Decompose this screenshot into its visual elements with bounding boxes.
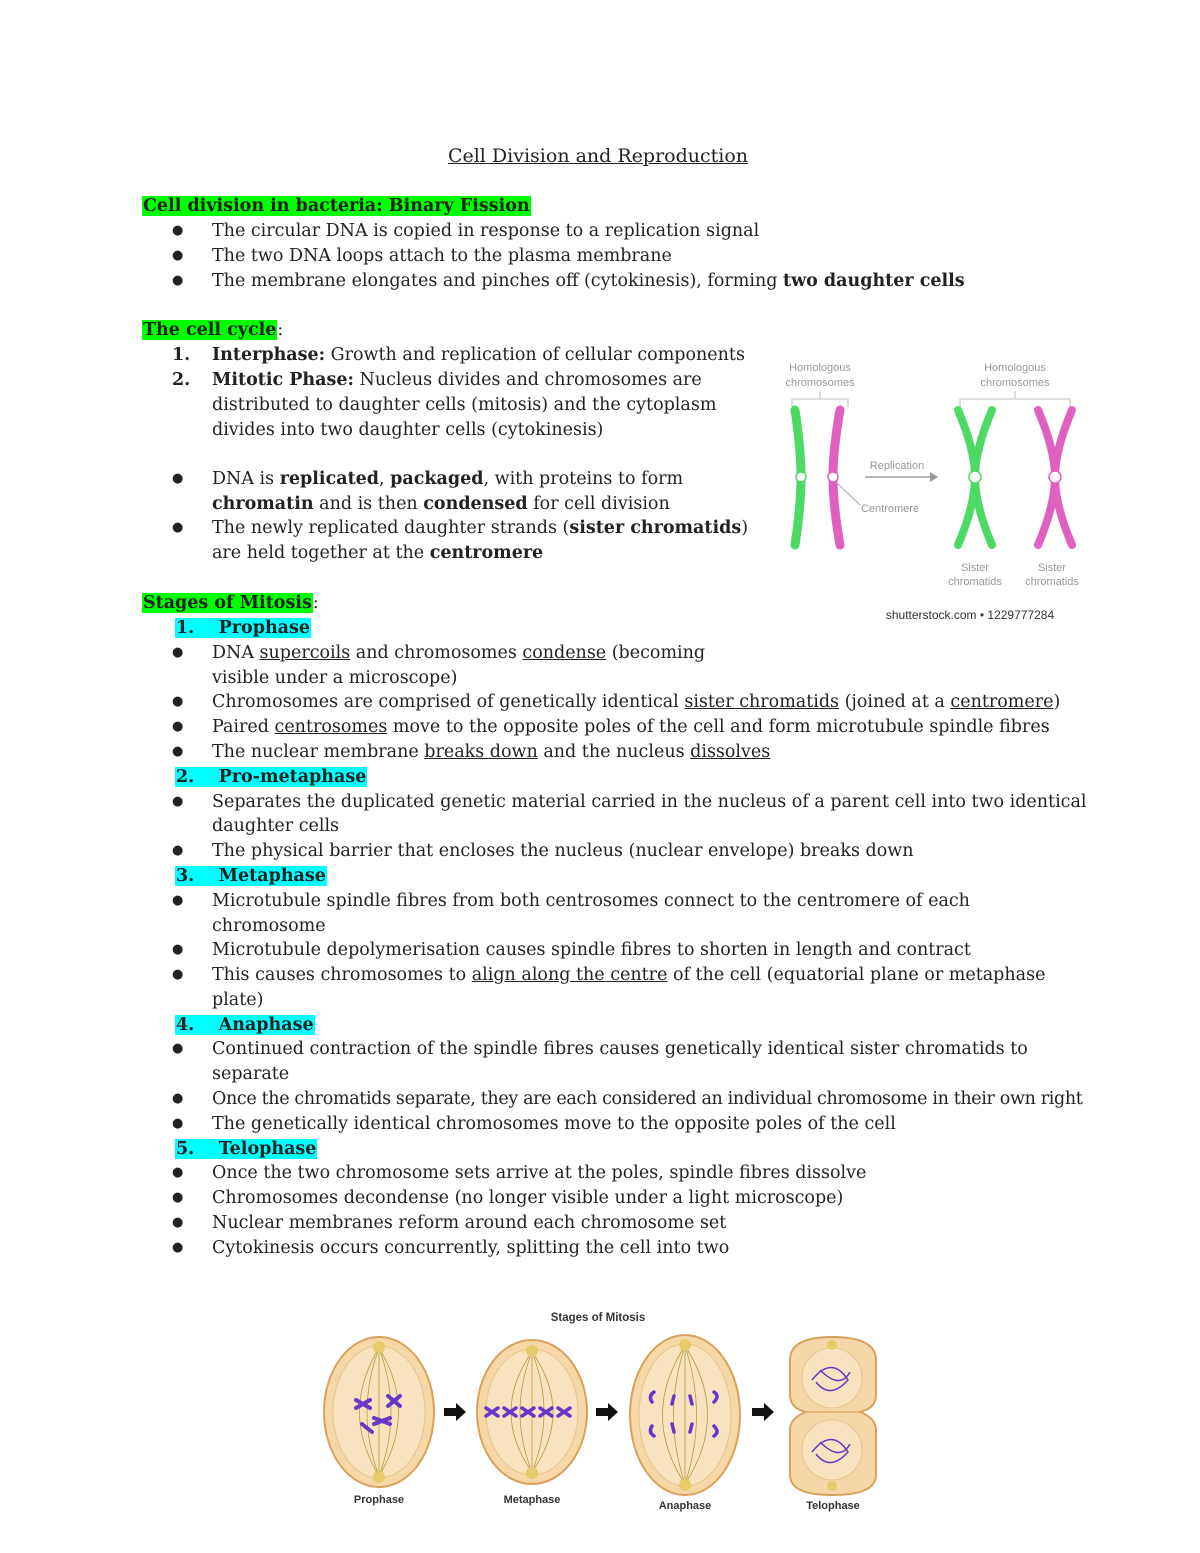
bullet-text (212, 269, 965, 294)
daughter-nucleus-top (802, 1348, 862, 1408)
bullet-text: Once the two chromosome sets arrive at the poles, spindle fibres dissolve (212, 1163, 867, 1183)
bullet-text-continuation (212, 541, 543, 566)
bullet-text (212, 715, 1050, 740)
centromere-pink (828, 472, 838, 482)
text-run: Paired (212, 717, 275, 737)
colon: : (312, 593, 319, 613)
bullet-text (212, 690, 1060, 715)
list-item-mitotic-phase (212, 368, 702, 393)
bullet-text-continuation: chromosome (212, 916, 326, 936)
bullet-icon: ● (172, 1091, 184, 1106)
bullet-icon: ● (172, 520, 184, 535)
label-replication: Replication (869, 460, 925, 472)
label-centromere: Centromere (860, 503, 920, 515)
bullet-icon: ● (172, 471, 184, 486)
text-run: The newly replicated daughter strands ( (212, 518, 570, 538)
highlighted-stage (175, 866, 327, 886)
bullet-text: The circular DNA is copied in response to a replication signal (212, 221, 760, 241)
text-run: Growth and replication of cellular components (325, 345, 745, 365)
label-prophase: Prophase (353, 1494, 405, 1506)
underlined-text: sister chromatids (684, 692, 840, 712)
stage-number: 4. (176, 1015, 195, 1035)
stage-number: 3. (176, 866, 195, 886)
list-number: 2. (172, 370, 191, 390)
centromere-green (796, 472, 806, 482)
bold-text: replicated (279, 469, 380, 489)
prophase-cell (324, 1337, 434, 1487)
bullet-text-continuation: daughter cells (212, 816, 340, 836)
text-run: of the cell (equatorial plane or metaphase (667, 965, 1046, 985)
centromere-pointer (836, 482, 860, 505)
label-homologous-left-2: chromosomes (785, 377, 855, 389)
underlined-text: centrosomes (274, 717, 388, 737)
text-run: DNA (212, 643, 260, 663)
centrosome-top (679, 1339, 691, 1351)
bullet-icon: ● (172, 843, 184, 858)
telophase-cell (790, 1337, 876, 1495)
bullet-text: Chromosomes decondense (no longer visible under a light microscope) (212, 1188, 844, 1208)
bullet-icon: ● (172, 893, 184, 908)
bullet-text: The physical barrier that encloses the nucleus (nuclear envelope) breaks down (212, 841, 914, 861)
text-run: move to the opposite poles of the cell and form microtubule spindle fibres (387, 717, 1050, 737)
list-number: 1. (172, 345, 191, 365)
text-run: DNA is (212, 469, 280, 489)
underlined-text: dissolves (690, 742, 771, 762)
bullet-text: Separates the duplicated genetic material carried in the nucleus of a parent cell into two identical (212, 792, 1087, 812)
list-item-interphase (212, 343, 745, 368)
page-title: Cell Division and Reproduction (447, 145, 749, 167)
figure-title: Stages of Mitosis (550, 1312, 646, 1324)
centromere-pink-duplicated (1049, 471, 1061, 483)
section-heading-cell-cycle (142, 318, 283, 343)
bullet-text: Once the chromatids separate, they are each considered an individual chromosome in their own right (212, 1089, 1083, 1109)
bullet-text-continuation (212, 492, 670, 517)
bullet-icon: ● (172, 942, 184, 957)
text-run: The nuclear membrane (212, 742, 425, 762)
label-sister-right-2: chromatids (1025, 576, 1079, 588)
bullet-text: Cytokinesis occurs concurrently, splitting the cell into two (212, 1238, 730, 1258)
bullet-icon: ● (172, 1165, 184, 1180)
bullet-text (212, 641, 705, 666)
text-run: , (379, 469, 391, 489)
centrosome-bottom (827, 1481, 837, 1491)
arrow-head-icon (930, 472, 938, 482)
stage-title: Telophase (218, 1139, 317, 1159)
highlighted-stage (175, 618, 311, 638)
text-run: The membrane elongates and pinches off (cytokinesis), forming (212, 271, 783, 291)
centrosome-top (526, 1345, 538, 1357)
bullet-text-continuation: plate) (212, 990, 264, 1010)
centrosome-bottom (526, 1467, 538, 1479)
highlighted-heading: The cell cycle (143, 320, 277, 340)
chromosome-replication-figure (770, 355, 1090, 630)
bullet-icon: ● (172, 645, 184, 660)
highlighted-stage (175, 1015, 315, 1035)
bullet-icon: ● (172, 1240, 184, 1255)
anaphase-cell (630, 1335, 740, 1495)
bullet-icon: ● (172, 1190, 184, 1205)
underlined-text: condense (522, 643, 607, 663)
stage-title: Anaphase (218, 1015, 314, 1035)
text-run: , with proteins to form (483, 469, 684, 489)
bold-text: packaged (390, 469, 484, 489)
stage-number: 1. (176, 618, 195, 638)
colon: : (277, 320, 284, 340)
bold-text: chromatin (212, 494, 314, 514)
list-item-continuation: divides into two daughter cells (cytokinesis) (212, 420, 604, 440)
label-metaphase: Metaphase (503, 1494, 561, 1506)
text-run: ) (741, 518, 749, 538)
label-sister-left-1: Sister (960, 562, 990, 574)
text-run: are held together at the (212, 543, 430, 563)
bullet-text-continuation: separate (212, 1064, 290, 1084)
section-heading-binary-fission (142, 194, 531, 219)
bullet-text: Nuclear membranes reform around each chromosome set (212, 1213, 727, 1233)
image-credit: shutterstock.com • 1229777284 (885, 608, 1055, 622)
underlined-text: align along the centre (471, 965, 668, 985)
bullet-text: Continued contraction of the spindle fibres causes genetically identical sister chromatids to (212, 1039, 1028, 1059)
bullet-text: Microtubule spindle fibres from both centrosomes connect to the centromere of each (212, 891, 970, 911)
centrosome-top (827, 1340, 837, 1350)
highlighted-heading: Stages of Mitosis (143, 593, 312, 613)
bold-text: Mitotic Phase: (212, 370, 354, 390)
text-run: and the nucleus (537, 742, 691, 762)
arrow-right-icon (596, 1403, 618, 1421)
text-run: Nucleus divides and chromosomes are (353, 370, 702, 390)
stage-number: 5. (176, 1139, 195, 1159)
section-heading-stages (142, 591, 319, 616)
text-run: This causes chromosomes to (212, 965, 472, 985)
bullet-text (212, 963, 1045, 988)
metaphase-cell (477, 1340, 587, 1484)
bullet-text: The two DNA loops attach to the plasma membrane (212, 246, 672, 266)
arrow-right-icon (444, 1403, 466, 1421)
label-anaphase: Anaphase (658, 1500, 712, 1512)
bullet-icon: ● (172, 1215, 184, 1230)
bullet-icon: ● (172, 744, 184, 759)
stage-heading-anaphase (175, 1013, 315, 1038)
bullet-icon: ● (172, 248, 184, 263)
bullet-icon: ● (172, 223, 184, 238)
centromere-green-duplicated (969, 471, 981, 483)
highlighted-heading: Cell division in bacteria: Binary Fission (143, 196, 530, 216)
stage-title: Prophase (218, 618, 310, 638)
highlighted-stage (175, 767, 367, 787)
bold-text: two daughter cells (783, 271, 965, 291)
bullet-icon: ● (172, 794, 184, 809)
bullet-text (212, 516, 748, 541)
bullet-icon: ● (172, 1116, 184, 1131)
text-run: (joined at a (839, 692, 951, 712)
underlined-text: centromere (950, 692, 1054, 712)
underlined-text: breaks down (424, 742, 538, 762)
bold-text: condensed (423, 494, 528, 514)
bullet-icon: ● (172, 694, 184, 709)
label-homologous-right-2: chromosomes (980, 377, 1050, 389)
stage-heading-metaphase (175, 864, 327, 889)
daughter-nucleus-bottom (802, 1420, 862, 1480)
label-sister-right-1: Sister (1037, 562, 1067, 574)
label-sister-left-2: chromatids (948, 576, 1002, 588)
bullet-text (212, 467, 683, 492)
bold-text: centromere (429, 543, 544, 563)
stages-of-mitosis-figure (300, 1300, 900, 1520)
stage-number: 2. (176, 767, 195, 787)
bold-text: Interphase: (212, 345, 326, 365)
bullet-text: Microtubule depolymerisation causes spindle fibres to shorten in length and contract (212, 940, 971, 960)
text-run: and is then (313, 494, 424, 514)
stage-title: Pro-metaphase (218, 767, 367, 787)
text-run: for cell division (527, 494, 670, 514)
bracket-right (960, 391, 1070, 407)
label-homologous-left-1: Homologous (789, 362, 851, 374)
text-run: Chromosomes are comprised of genetically identical (212, 692, 685, 712)
bullet-icon: ● (172, 719, 184, 734)
bold-text: sister chromatids (569, 518, 742, 538)
highlighted-stage (175, 1139, 317, 1159)
bullet-icon: ● (172, 967, 184, 982)
text-run: ) (1053, 692, 1061, 712)
centrosome-top (373, 1341, 385, 1353)
stage-heading-prophase (175, 616, 311, 641)
text-run: and chromosomes (350, 643, 523, 663)
bullet-text: The genetically identical chromosomes move to the opposite poles of the cell (212, 1114, 896, 1134)
bullet-icon: ● (172, 1041, 184, 1056)
label-homologous-right-1: Homologous (984, 362, 1046, 374)
list-item-continuation: distributed to daughter cells (mitosis) and the cytoplasm (212, 395, 717, 415)
bullet-text-continuation: visible under a microscope) (212, 668, 458, 688)
stage-title: Metaphase (218, 866, 326, 886)
label-telophase: Telophase (806, 1500, 860, 1512)
centrosome-bottom (679, 1479, 691, 1491)
stage-heading-telophase (175, 1137, 317, 1162)
bracket-left (792, 391, 848, 407)
text-run: (becoming (606, 643, 706, 663)
bullet-icon: ● (172, 273, 184, 288)
underlined-text: supercoils (259, 643, 351, 663)
arrow-right-icon (752, 1403, 774, 1421)
centrosome-bottom (373, 1471, 385, 1483)
stage-heading-prometaphase (175, 765, 367, 790)
bullet-text (212, 740, 770, 765)
